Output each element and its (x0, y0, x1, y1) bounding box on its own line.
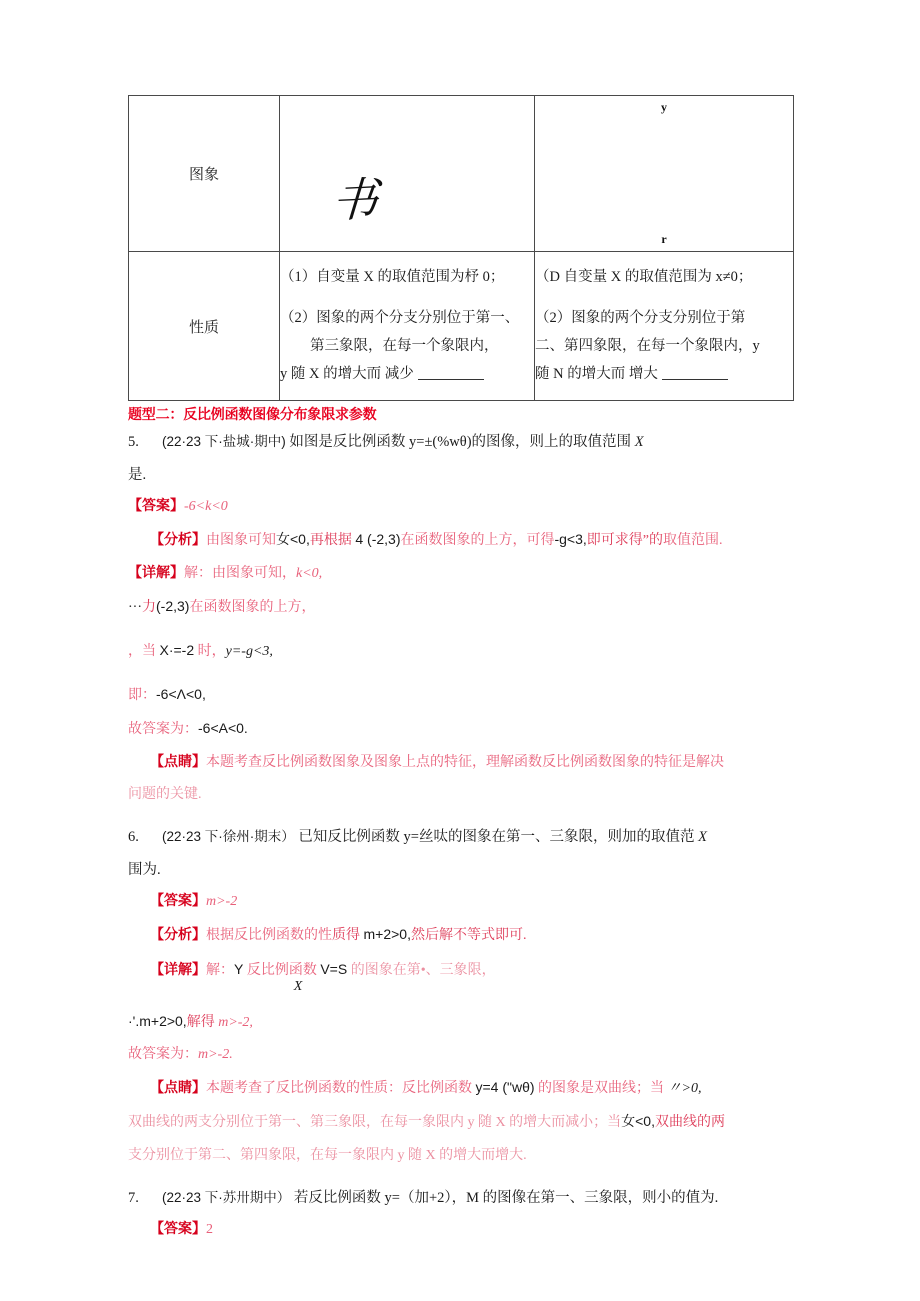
question-5 (128, 426, 828, 491)
properties-cell-negative-k (535, 252, 794, 401)
property-line: （2）图象的两个分支分别位于第一、 (280, 309, 520, 326)
property-line-with-blank (535, 360, 793, 388)
property-line: 二、第四象限，在每一个象限内，y (535, 338, 760, 354)
question-5-tail: X (634, 434, 644, 450)
solution-seg: Y (234, 960, 244, 977)
analysis-seg: -g<3, (554, 531, 587, 548)
q6-solution (128, 953, 850, 987)
question-5-line1 (128, 426, 828, 459)
question-7-number: 7. (128, 1189, 139, 1206)
y-axis-label: y (661, 100, 667, 114)
solution-seg: 故答案为： (128, 722, 198, 738)
question-7 (128, 1182, 828, 1215)
answer-blank[interactable] (418, 379, 484, 380)
property-line-with-blank (280, 360, 534, 388)
property-line-text: 随 N 的增大而 增大 (535, 366, 658, 383)
remark-tag: 【点睛】 (150, 1081, 206, 1097)
solution-tag: 【详解】 (128, 565, 184, 581)
analysis-seg: 女<0, (276, 531, 310, 548)
question-6-line2: 围为. (128, 861, 161, 878)
solution-seg: 力 (142, 599, 156, 615)
solution-seg: m>-2, (218, 1014, 253, 1030)
answer-tag: 【答案】 (150, 1222, 206, 1238)
answer-tag: 【答案】 (128, 499, 184, 515)
q5-final-answer (128, 712, 828, 746)
solution-seg: 解： (206, 962, 234, 978)
q6-final-answer (128, 1039, 828, 1071)
analysis-seg: 4 (-2,3) (355, 531, 401, 548)
solution-seg: ··· (128, 599, 142, 615)
solution-seg: 解得 (186, 1014, 219, 1030)
remark-seg: 本题考查反比例函数图象及图象上点的特征，理解函数反比例函数图象的特征是解决 (206, 754, 724, 770)
q6-analysis (128, 918, 850, 952)
table-row-graph (129, 96, 794, 252)
row-label-graph: 图象 (129, 96, 280, 252)
solution-seg: y=-g<3, (225, 644, 273, 659)
solution-seg: X·=-2 (159, 642, 195, 658)
question-6-line1 (128, 821, 828, 854)
answer-value: 2 (206, 1222, 213, 1238)
remark-seg: 的图象是双曲线；当 (534, 1081, 668, 1097)
hyperbola-sketch-glyph: 书 (330, 173, 377, 228)
q5-solution-line4 (128, 678, 828, 712)
q5-remark-line2 (128, 779, 828, 811)
question-5-text: 如图是反比例函数 y=±(%wθ)的图像，则上的取值范围 (289, 434, 632, 450)
q6-remark (128, 1071, 850, 1105)
question-5-line2: 是. (128, 466, 147, 483)
q6-remark-line2 (128, 1105, 828, 1139)
solution-seg: -6<A<0. (198, 720, 248, 737)
solution-seg: V=S (320, 960, 348, 977)
solution-seg: 的图象在第•、三象限， (347, 962, 496, 978)
analysis-seg: 然后解不等式即可. (410, 928, 527, 944)
answer-value: -6<k<0 (184, 499, 228, 515)
analysis-seg: 即可求得”的 (586, 533, 664, 549)
q6-solution-line2 (128, 1005, 828, 1039)
analysis-seg: 再根据 (309, 533, 356, 549)
analysis-seg: 根据反比例函数的性 (206, 928, 332, 944)
question-6-number: 6. (128, 828, 139, 845)
solution-seg: 时， (194, 644, 226, 659)
q5-solution (128, 558, 828, 590)
solution-seg: 反比例函数 (243, 962, 321, 978)
q5-remark (128, 747, 850, 779)
analysis-seg: 由图象可知 (206, 533, 276, 549)
solution-seg: ·'.m+2>0, (128, 1012, 187, 1029)
question-6 (128, 821, 828, 886)
q6-answer (128, 886, 850, 918)
remark-seg: 女<0, (621, 1113, 655, 1130)
analysis-seg: 质得 (332, 928, 364, 944)
solution-seg: ，当 (128, 644, 160, 659)
remark-tag: 【点睛】 (150, 754, 206, 770)
question-7-line1 (128, 1182, 828, 1215)
remark-seg: 本题考查了反比例函数的性质：反比例函数 (206, 1081, 476, 1097)
solution-seg: 在函数图象的上方， (189, 599, 316, 615)
graph-cell-negative-k (535, 96, 794, 252)
q5-answer (128, 491, 828, 523)
q7-answer (128, 1214, 850, 1246)
solution-seg: k<0, (296, 565, 323, 581)
q6-denominator-x: X (293, 978, 303, 994)
property-line: 第三象限，在每一个象限内， (310, 338, 499, 354)
question-7-source: (22·23 下·苏卅期中） (162, 1189, 291, 1205)
solution-seg: (-2,3) (156, 597, 190, 614)
property-line: （2）图象的两个分支分别位于第 (535, 309, 746, 326)
analysis-seg: 在函数图象的上方，可得 (400, 533, 555, 549)
solution-seg: 即： (128, 688, 156, 704)
section-heading: 题型二：反比例函数图像分布象限求参数 (128, 406, 377, 422)
solution-seg: 解：由图象可知， (184, 565, 296, 581)
solution-tag: 【详解】 (150, 962, 206, 978)
q6-remark-line3 (128, 1140, 828, 1172)
answer-value: m>-2 (206, 894, 238, 910)
remark-seg: 支分别位于第二、第四象限，在每一象限内 y 随 X 的增大而增大. (128, 1147, 527, 1163)
remark-seg: 双曲线的两 (654, 1115, 725, 1131)
properties-cell-positive-k (280, 252, 535, 401)
question-5-source: (22·23 下·盐城·期中) (162, 434, 286, 449)
analysis-seg: m+2>0, (363, 926, 411, 943)
question-7-text: 若反比例函数 y=（加+2），M 的图像在第一、三象限，则小的值为. (293, 1189, 719, 1206)
q5-solution-line3 (128, 634, 828, 668)
answer-tag: 【答案】 (150, 894, 206, 910)
solution-seg: m>-2. (198, 1046, 233, 1062)
property-line-text: y 随 X 的增大而 减少 (280, 366, 414, 383)
solution-seg: -6<Λ<0, (156, 686, 206, 703)
property-line: （1）自变量 X 的取值范围为杼 0； (280, 269, 505, 286)
analysis-seg: 取值范围. (663, 533, 723, 549)
question-6-text: 已知反比例函数 y=丝呔的图象在第一、三象限，则加的取值范 (298, 828, 695, 845)
remark-seg: y=4 ("wθ) (475, 1079, 535, 1096)
remark-seg: 〃>0, (667, 1081, 702, 1097)
properties-summary-table (128, 95, 794, 401)
remark-seg: 问题的关键. (128, 786, 202, 802)
question-5-number: 5. (128, 434, 139, 450)
answer-blank[interactable] (662, 379, 728, 380)
remark-seg: 双曲线的两支分别位于第一、第三象限，在每一象限内 y 随 X 的增大而减小；当 (128, 1115, 622, 1131)
row-label-properties: 性质 (129, 252, 280, 401)
analysis-tag: 【分析】 (150, 928, 206, 944)
analysis-tag: 【分析】 (150, 533, 206, 549)
x-axis-label: r (661, 232, 667, 246)
property-line: （D 自变量 X 的取值范围为 x≠0； (535, 269, 753, 286)
q5-analysis (128, 523, 850, 557)
solution-seg: 故答案为： (128, 1046, 198, 1062)
question-6-source: (22·23 下·徐州·期末） (162, 828, 295, 844)
table-row-properties (129, 252, 794, 401)
questions-content (0, 404, 920, 1247)
graph-cell-positive-k (280, 96, 535, 252)
q5-solution-line2 (128, 590, 828, 624)
question-6-tail: X (698, 828, 707, 845)
